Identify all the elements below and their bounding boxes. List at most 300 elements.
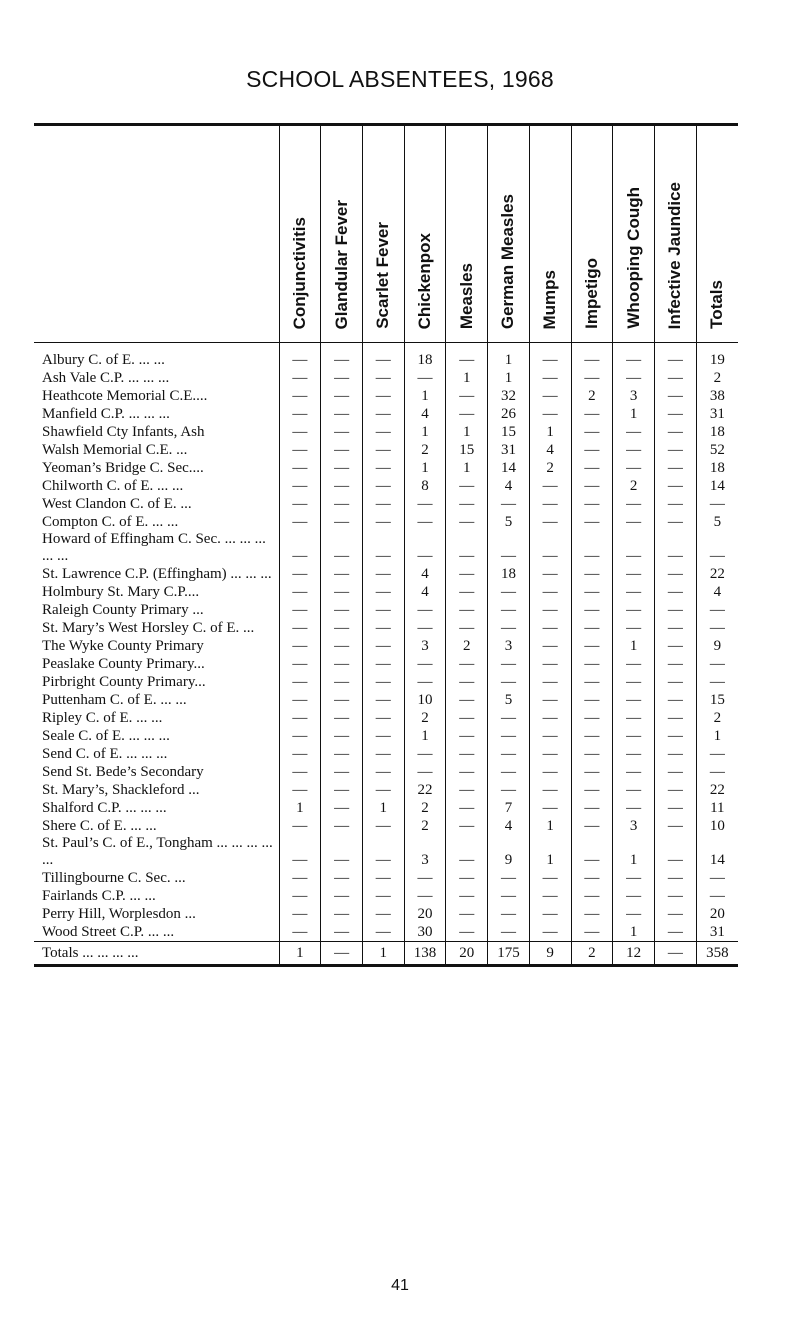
table-cell: —	[529, 887, 571, 905]
table-cell: —	[321, 387, 363, 405]
table-row	[34, 817, 738, 835]
table-cell: 20	[404, 905, 446, 923]
table-cell: —	[279, 369, 321, 387]
table-cell: —	[279, 709, 321, 727]
table-row	[34, 763, 738, 781]
table-cell: —	[571, 565, 613, 583]
table-cell: —	[571, 513, 613, 531]
table-cell: —	[446, 405, 488, 423]
table-cell: —	[279, 637, 321, 655]
column-header: Chickenpox	[404, 125, 446, 343]
table-cell: —	[362, 601, 404, 619]
totals-cell: 138	[404, 942, 446, 966]
table-cell: 18	[488, 565, 530, 583]
column-header: Infective Jaundice	[654, 125, 696, 343]
table-cell: —	[362, 887, 404, 905]
table-cell: —	[362, 513, 404, 531]
table-cell: 3	[404, 835, 446, 869]
school-name: Yeoman’s Bridge C. Sec....	[42, 460, 204, 476]
table-cell: —	[654, 531, 696, 565]
table-cell: —	[613, 655, 655, 673]
table-cell: —	[654, 387, 696, 405]
table-cell: 4	[404, 565, 446, 583]
table-cell: —	[654, 835, 696, 869]
table-cell: —	[279, 459, 321, 477]
table-row	[34, 583, 738, 601]
table-cell: —	[571, 655, 613, 673]
table-cell: —	[654, 477, 696, 495]
table-cell: —	[321, 673, 363, 691]
table-row	[34, 565, 738, 583]
table-row	[34, 781, 738, 799]
table-cell: 2	[613, 477, 655, 495]
table-cell: —	[654, 369, 696, 387]
table-cell: —	[446, 763, 488, 781]
table-cell: —	[613, 565, 655, 583]
table-cell: —	[279, 887, 321, 905]
table-cell: —	[654, 513, 696, 531]
table-cell: —	[488, 655, 530, 673]
table-cell: —	[321, 709, 363, 727]
table-cell: —	[279, 583, 321, 601]
table-cell: 2	[404, 441, 446, 459]
column-header: Whooping Cough	[613, 125, 655, 343]
table-row	[34, 835, 738, 869]
table-cell: —	[279, 531, 321, 565]
table-cell: 9	[696, 637, 738, 655]
table-cell: —	[404, 869, 446, 887]
table-cell: —	[613, 601, 655, 619]
table-row	[34, 673, 738, 691]
table-cell: 4	[529, 441, 571, 459]
table-cell: —	[613, 745, 655, 763]
table-cell: —	[529, 513, 571, 531]
table-cell: —	[446, 513, 488, 531]
table-cell: —	[362, 709, 404, 727]
table-cell: 4	[404, 583, 446, 601]
table-cell: —	[362, 691, 404, 709]
table-cell: —	[279, 673, 321, 691]
table-cell: —	[446, 887, 488, 905]
table-cell: —	[446, 387, 488, 405]
table-cell: —	[654, 781, 696, 799]
table-cell: —	[279, 835, 321, 869]
table-cell: —	[321, 781, 363, 799]
table-cell: —	[362, 923, 404, 942]
column-header: Conjunctivitis	[279, 125, 321, 343]
table-cell: —	[321, 601, 363, 619]
table-cell: —	[362, 369, 404, 387]
table-cell: 31	[696, 923, 738, 942]
table-cell: —	[654, 763, 696, 781]
table-cell: —	[362, 905, 404, 923]
table-cell: 26	[488, 405, 530, 423]
table-cell: 1	[279, 799, 321, 817]
table-cell: 4	[488, 817, 530, 835]
table-cell: —	[362, 655, 404, 673]
table-cell: —	[362, 869, 404, 887]
table-cell: —	[654, 887, 696, 905]
table-cell: —	[571, 601, 613, 619]
table-row	[34, 799, 738, 817]
table-cell: —	[529, 655, 571, 673]
table-cell: —	[488, 601, 530, 619]
table-cell: —	[571, 691, 613, 709]
table-cell: 8	[404, 477, 446, 495]
table-cell: —	[362, 565, 404, 583]
table-cell: —	[321, 583, 363, 601]
table-cell: —	[654, 869, 696, 887]
column-header: Measles	[446, 125, 488, 343]
table-cell: —	[654, 405, 696, 423]
table-cell: —	[362, 745, 404, 763]
table-cell: —	[529, 619, 571, 637]
table-cell: —	[571, 835, 613, 869]
table-cell: —	[362, 423, 404, 441]
table-cell: —	[321, 405, 363, 423]
table-cell: —	[446, 601, 488, 619]
table-cell: —	[362, 817, 404, 835]
table-cell: —	[571, 727, 613, 745]
table-cell: —	[654, 799, 696, 817]
table-cell: —	[404, 673, 446, 691]
table-cell: —	[279, 405, 321, 423]
school-name: Holmbury St. Mary C.P....	[42, 584, 200, 600]
table-cell: —	[488, 923, 530, 942]
table-cell: —	[362, 673, 404, 691]
column-header: Impetigo	[571, 125, 613, 343]
table-cell: —	[446, 477, 488, 495]
table-cell: —	[362, 531, 404, 565]
school-name: Seale C. of E. ... ... ...	[42, 728, 170, 744]
table-cell: —	[321, 637, 363, 655]
table-cell: —	[446, 869, 488, 887]
table-cell: 1	[488, 369, 530, 387]
table-cell: —	[321, 423, 363, 441]
table-cell: —	[488, 673, 530, 691]
table-cell: —	[613, 343, 655, 370]
school-name: Tillingbourne C. Sec. ...	[42, 870, 186, 886]
table-cell: —	[529, 583, 571, 601]
table-cell: —	[571, 459, 613, 477]
table-cell: —	[613, 691, 655, 709]
table-cell: —	[529, 799, 571, 817]
table-cell: 1	[404, 459, 446, 477]
table-cell: —	[279, 619, 321, 637]
table-cell: —	[321, 655, 363, 673]
table-row	[34, 495, 738, 513]
table-cell: —	[446, 619, 488, 637]
table-cell: —	[362, 727, 404, 745]
table-cell: —	[446, 745, 488, 763]
table-cell: —	[404, 619, 446, 637]
table-cell: —	[404, 655, 446, 673]
school-name: Peaslake County Primary...	[42, 656, 205, 672]
table-cell: —	[529, 343, 571, 370]
table-cell: —	[279, 923, 321, 942]
column-header: Mumps	[529, 125, 571, 343]
table-row	[34, 619, 738, 637]
table-cell: —	[613, 423, 655, 441]
table-cell: —	[571, 369, 613, 387]
table-cell: —	[321, 799, 363, 817]
totals-row	[34, 942, 738, 966]
table-cell: —	[446, 343, 488, 370]
table-cell: —	[654, 817, 696, 835]
table-cell: —	[404, 495, 446, 513]
table-cell: —	[571, 531, 613, 565]
table-cell: —	[446, 923, 488, 942]
table-cell: 18	[696, 423, 738, 441]
table-cell: —	[279, 655, 321, 673]
table-cell: —	[529, 531, 571, 565]
table-cell: —	[654, 343, 696, 370]
school-name: Howard of Effingham C. Sec. ... ... ... ... ...	[42, 531, 266, 564]
table-cell: 52	[696, 441, 738, 459]
table-cell: —	[654, 905, 696, 923]
table-cell: 30	[404, 923, 446, 942]
table-cell: —	[529, 495, 571, 513]
table-cell: —	[613, 583, 655, 601]
table-cell: 3	[404, 637, 446, 655]
table-cell: —	[571, 477, 613, 495]
table-cell: 2	[696, 369, 738, 387]
table-cell: —	[446, 781, 488, 799]
table-cell: —	[321, 531, 363, 565]
table-cell: —	[529, 673, 571, 691]
table-cell: —	[321, 727, 363, 745]
totals-cell: 358	[696, 942, 738, 966]
school-name: St. Mary’s West Horsley C. of E. ...	[42, 620, 255, 636]
table-row	[34, 923, 738, 942]
table-cell: —	[529, 709, 571, 727]
table-cell: 7	[488, 799, 530, 817]
school-name: St. Paul’s C. of E., Tongham ... ... ... ... ...	[42, 835, 273, 868]
table-cell: —	[446, 727, 488, 745]
table-cell: —	[529, 763, 571, 781]
table-cell: —	[404, 601, 446, 619]
column-header: Totals	[696, 125, 738, 343]
school-name: Puttenham C. of E. ... ...	[42, 692, 187, 708]
table-cell: —	[488, 619, 530, 637]
table-cell: —	[529, 905, 571, 923]
table-cell: —	[404, 763, 446, 781]
table-cell: —	[571, 745, 613, 763]
table-cell: 1	[529, 835, 571, 869]
table-cell: —	[488, 727, 530, 745]
table-row	[34, 691, 738, 709]
table-cell: 15	[488, 423, 530, 441]
table-cell: —	[488, 745, 530, 763]
table-cell: —	[321, 565, 363, 583]
table-cell: —	[362, 637, 404, 655]
table-cell: —	[696, 745, 738, 763]
school-name: Manfield C.P. ... ... ...	[42, 406, 170, 422]
totals-cell: 9	[529, 942, 571, 966]
table-cell: —	[279, 513, 321, 531]
table-cell: —	[321, 459, 363, 477]
table-cell: —	[321, 905, 363, 923]
school-name: The Wyke County Primary	[42, 638, 204, 654]
table-cell: —	[571, 781, 613, 799]
table-cell: 19	[696, 343, 738, 370]
table-cell: —	[571, 343, 613, 370]
table-row	[34, 709, 738, 727]
table-cell: 1	[446, 369, 488, 387]
table-cell: —	[279, 565, 321, 583]
school-name: Walsh Memorial C.E. ...	[42, 442, 188, 458]
table-cell: 1	[446, 459, 488, 477]
table-cell: —	[654, 923, 696, 942]
table-cell: 38	[696, 387, 738, 405]
table-cell: —	[446, 905, 488, 923]
table-row	[34, 423, 738, 441]
school-name: Ash Vale C.P. ... ... ...	[42, 370, 170, 386]
table-cell: 31	[696, 405, 738, 423]
table-row	[34, 905, 738, 923]
table-cell: —	[696, 869, 738, 887]
table-cell: —	[654, 459, 696, 477]
table-cell: —	[654, 655, 696, 673]
school-name: Chilworth C. of E. ... ...	[42, 478, 184, 494]
table-cell: —	[279, 727, 321, 745]
table-cell: 22	[696, 781, 738, 799]
table-cell: —	[571, 673, 613, 691]
table-cell: 1	[613, 835, 655, 869]
table-cell: —	[446, 583, 488, 601]
table-row	[34, 655, 738, 673]
table-cell: —	[696, 531, 738, 565]
table-cell: 1	[404, 727, 446, 745]
table-cell: 3	[613, 387, 655, 405]
table-cell: —	[279, 441, 321, 459]
table-cell: 1	[613, 405, 655, 423]
table-row	[34, 887, 738, 905]
table-cell: —	[362, 441, 404, 459]
table-cell: —	[613, 495, 655, 513]
table-cell: —	[571, 799, 613, 817]
table-cell: —	[362, 763, 404, 781]
table-cell: —	[279, 763, 321, 781]
table-cell: —	[571, 763, 613, 781]
table-cell: 18	[404, 343, 446, 370]
table-cell: 1	[446, 423, 488, 441]
table-cell: 10	[404, 691, 446, 709]
table-cell: —	[321, 869, 363, 887]
table-cell: —	[654, 495, 696, 513]
table-cell: —	[446, 835, 488, 869]
totals-cell: 20	[446, 942, 488, 966]
absentees-table	[34, 123, 738, 967]
table-cell: —	[279, 745, 321, 763]
table-cell: 5	[696, 513, 738, 531]
table-cell: 14	[488, 459, 530, 477]
table-row	[34, 387, 738, 405]
table-cell: —	[488, 495, 530, 513]
table-cell: —	[696, 655, 738, 673]
school-name: Wood Street C.P. ... ...	[42, 924, 175, 940]
table-cell: —	[654, 709, 696, 727]
table-cell: 4	[404, 405, 446, 423]
school-name: St. Lawrence C.P. (Effingham) ... ... ...	[42, 566, 272, 582]
table-cell: —	[529, 691, 571, 709]
table-cell: —	[321, 343, 363, 370]
table-cell: —	[529, 565, 571, 583]
table-cell: —	[362, 835, 404, 869]
school-name: Pirbright County Primary...	[42, 674, 206, 690]
table-cell: —	[279, 905, 321, 923]
table-cell: —	[321, 513, 363, 531]
table-cell: —	[321, 495, 363, 513]
table-cell: —	[613, 459, 655, 477]
table-cell: —	[654, 745, 696, 763]
table-cell: —	[488, 763, 530, 781]
school-name: Fairlands C.P. ... ...	[42, 888, 156, 904]
totals-cell: 175	[488, 942, 530, 966]
table-cell: —	[321, 441, 363, 459]
table-cell: —	[279, 495, 321, 513]
table-cell: 14	[696, 477, 738, 495]
table-cell: —	[321, 369, 363, 387]
table-cell: —	[613, 905, 655, 923]
table-cell: —	[696, 763, 738, 781]
school-name: Heathcote Memorial C.E....	[42, 388, 208, 404]
table-cell: 1	[488, 343, 530, 370]
table-cell: —	[571, 583, 613, 601]
table-cell: —	[446, 817, 488, 835]
table-cell: —	[613, 673, 655, 691]
table-cell: 1	[613, 637, 655, 655]
table-cell: 2	[404, 709, 446, 727]
page-title: SCHOOL ABSENTEES, 1968	[246, 66, 554, 92]
table-row	[34, 343, 738, 370]
school-column-header	[34, 125, 279, 343]
table-cell: —	[279, 477, 321, 495]
table-cell: 32	[488, 387, 530, 405]
school-name: Send C. of E. ... ... ...	[42, 746, 168, 762]
table-row	[34, 513, 738, 531]
table-cell: —	[654, 673, 696, 691]
table-cell: 11	[696, 799, 738, 817]
table-cell: —	[571, 619, 613, 637]
table-cell: —	[571, 905, 613, 923]
column-header: Glandular Fever	[321, 125, 363, 343]
page-number: 41	[391, 1277, 409, 1294]
table-cell: —	[279, 869, 321, 887]
table-cell: —	[613, 369, 655, 387]
table-cell: —	[654, 691, 696, 709]
table-cell: —	[654, 583, 696, 601]
table-cell: —	[321, 923, 363, 942]
table-cell: 22	[404, 781, 446, 799]
table-row	[34, 601, 738, 619]
table-cell: 31	[488, 441, 530, 459]
table-cell: —	[488, 709, 530, 727]
table-cell: 22	[696, 565, 738, 583]
table-cell: 5	[488, 691, 530, 709]
table-cell: —	[362, 619, 404, 637]
table-cell: —	[654, 601, 696, 619]
table-cell: —	[488, 887, 530, 905]
table-cell: —	[571, 923, 613, 942]
table-cell: —	[529, 601, 571, 619]
table-cell: 3	[613, 817, 655, 835]
table-cell: —	[279, 817, 321, 835]
table-cell: 2	[404, 817, 446, 835]
table-cell: —	[571, 887, 613, 905]
table-cell: —	[279, 781, 321, 799]
school-name: West Clandon C. of E. ...	[42, 496, 192, 512]
